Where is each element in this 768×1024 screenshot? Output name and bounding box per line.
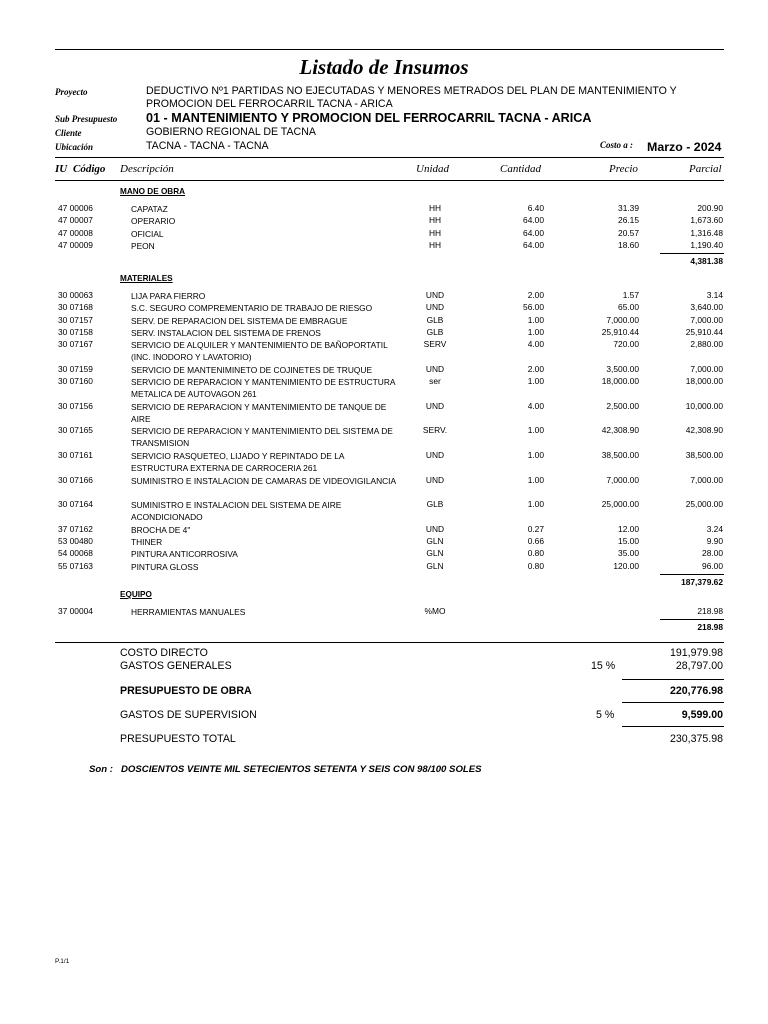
ubicacion-value: TACNA - TACNA - TACNA <box>146 140 269 152</box>
item-partial: 7,000.00 <box>690 363 723 374</box>
item-price: 2,500.00 <box>606 400 639 411</box>
table-row <box>0 548 768 560</box>
item-unit: UND <box>425 474 445 485</box>
item-description: SERVICIO RASQUETEO, LIJADO Y REPINTADO DE LA ESTRUCTURA EXTERNA DE CARROCERIA 261 <box>131 450 344 473</box>
item-description: SERVICIO DE REPARACION Y MANTENIMIENTO DEL SISTEMA DE TRANSMISION <box>131 426 393 449</box>
item-unit: HH <box>428 215 442 226</box>
item-quantity: 2.00 <box>527 290 544 300</box>
item-partial: 25,000.00 <box>685 499 723 510</box>
item-description: SERVICIO DE REPARACION Y MANTENIMIENTO DE ESTRUCTURA METALICA DE AUTOVAGON 261 <box>131 377 396 400</box>
item-price: 35.00 <box>618 548 639 559</box>
item-partial: 3.24 <box>706 523 723 534</box>
item-partial: 25,910.44 <box>685 326 723 337</box>
table-row <box>0 536 768 548</box>
item-description: PINTURA GLOSS <box>131 561 199 572</box>
table-row <box>0 339 768 363</box>
presupuesto-obra-label: PRESUPUESTO DE OBRA <box>120 685 252 697</box>
table-row <box>0 425 768 449</box>
section-heading: MANO DE OBRA <box>120 187 186 196</box>
item-description: SERVICIO DE MANTENIMINETO DE COJINETES DE TRUQUE <box>131 364 373 375</box>
item-partial: 2,880.00 <box>690 339 723 350</box>
item-quantity: 4.00 <box>527 400 544 411</box>
item-price: 20.57 <box>618 227 639 238</box>
item-quantity: 0.80 <box>527 548 544 559</box>
item-code: 53 00480 <box>58 536 93 546</box>
total-value: 230,375.98 <box>669 733 723 745</box>
item-partial: 1,190.40 <box>690 239 723 250</box>
item-partial: 28.00 <box>702 548 723 559</box>
item-price: 38,500.00 <box>601 449 639 460</box>
item-code: 47 00009 <box>58 239 93 250</box>
col-parcial: Parcial <box>689 163 722 175</box>
item-quantity: 4.00 <box>527 339 544 350</box>
item-description: OPERARIO <box>131 216 176 227</box>
item-code: 37 07162 <box>58 523 93 534</box>
table-row <box>0 302 768 314</box>
item-price: 7,000.00 <box>606 474 639 485</box>
item-quantity: 1.00 <box>527 474 544 485</box>
item-code: 30 07156 <box>58 400 93 411</box>
ubicacion-label: Ubicación <box>55 142 93 152</box>
page-number: P.1/1 <box>55 958 70 965</box>
costo-label: Costo a : <box>600 140 634 150</box>
subpresupuesto-label: Sub Presupuesto <box>55 114 118 124</box>
item-code: 30 07159 <box>58 363 93 374</box>
item-description: SUMINISTRO E INSTALACION DEL SISTEMA DE AIRE ACONDICIONADO <box>131 500 342 523</box>
item-description: HERRAMIENTAS MANUALES <box>131 607 246 617</box>
item-unit: UND <box>425 400 445 411</box>
item-partial: 18,000.00 <box>685 376 723 387</box>
item-description: THINER <box>131 537 163 547</box>
item-price: 25,000.00 <box>601 499 639 510</box>
item-code: 30 07164 <box>58 499 93 510</box>
summary-rule <box>55 642 724 643</box>
item-price: 18,000.00 <box>601 376 639 387</box>
item-quantity: 0.66 <box>527 536 544 546</box>
item-price: 12.00 <box>618 523 639 534</box>
subtotal-rule <box>660 253 724 254</box>
proyecto-line1: DEDUCTIVO Nº1 PARTIDAS NO EJECUTADAS Y MENORES METRADOS DEL PLAN DE MANTENIMIENTO Y <box>146 85 677 97</box>
costo-fecha: Marzo - 2024 <box>647 140 722 154</box>
item-code: 55 07163 <box>58 560 93 571</box>
obra-rule-bottom <box>622 702 724 703</box>
item-price: 42,308.90 <box>601 425 639 436</box>
item-partial: 218.98 <box>697 606 723 616</box>
proyecto-line2: PROMOCION DEL FERROCARRIL TACNA - ARICA <box>146 98 393 110</box>
table-row <box>0 376 768 400</box>
table-row <box>0 364 768 376</box>
costo-directo-label: COSTO DIRECTO <box>120 647 208 659</box>
item-unit: HH <box>428 203 442 213</box>
item-description: PINTURA ANTICORROSIVA <box>131 549 238 560</box>
item-unit: HH <box>428 227 442 238</box>
item-partial: 3.14 <box>706 290 723 300</box>
item-code: 30 07157 <box>58 314 93 325</box>
item-partial: 3,640.00 <box>690 302 723 313</box>
table-row <box>0 315 768 327</box>
son-label: Son : <box>89 764 113 775</box>
item-quantity: 0.80 <box>527 560 544 571</box>
header-rule-top <box>55 157 724 158</box>
item-quantity: 2.00 <box>527 363 544 374</box>
costo-directo-value: 191,979.98 <box>669 647 723 659</box>
subtotal-rule <box>660 619 724 620</box>
item-unit: UND <box>425 363 445 374</box>
item-price: 18.60 <box>618 239 639 250</box>
item-unit: GLB <box>426 314 444 325</box>
item-price: 7,000.00 <box>606 314 639 325</box>
item-price: 3,500.00 <box>606 363 639 374</box>
table-row <box>0 215 768 227</box>
table-row <box>0 327 768 339</box>
item-partial: 9.90 <box>706 536 723 546</box>
item-code: 30 07168 <box>58 302 93 313</box>
table-row <box>0 400 768 424</box>
gastos-generales-label: GASTOS GENERALES <box>120 660 232 672</box>
item-price: 25,910.44 <box>601 326 639 337</box>
item-description: SERV. INSTALACION DEL SISTEMA DE FRENOS <box>131 327 321 338</box>
item-partial: 7,000.00 <box>690 314 723 325</box>
table-row <box>0 561 768 573</box>
item-description: SUMINISTRO E INSTALACION DE CAMARAS DE VIDEOVIGILANCIA <box>131 475 397 486</box>
item-code: 30 07160 <box>58 376 93 387</box>
item-code: 30 07166 <box>58 474 93 485</box>
item-quantity: 64.00 <box>523 215 544 226</box>
item-partial: 10,000.00 <box>685 400 723 411</box>
item-unit: GLN <box>426 536 444 546</box>
item-code: 47 00008 <box>58 227 93 238</box>
item-description: SERVICIO DE ALQUILER Y MANTENIMIENTO DE BAÑOPORTATIL (INC. INODORO Y LAVATORIO) <box>131 340 388 363</box>
item-unit: SERV <box>423 339 447 350</box>
table-row <box>0 203 768 215</box>
supervision-rule <box>622 726 724 727</box>
item-code: 30 07165 <box>58 425 93 436</box>
item-price: 15.00 <box>618 536 639 546</box>
item-partial: 42,308.90 <box>685 425 723 436</box>
item-code: 54 00068 <box>58 548 93 559</box>
item-quantity: 1.00 <box>527 314 544 325</box>
item-unit: GLB <box>426 499 444 510</box>
item-quantity: 64.00 <box>523 227 544 238</box>
item-quantity: 1.00 <box>527 499 544 510</box>
header-rule-bottom <box>55 180 724 181</box>
item-unit: GLN <box>426 560 444 571</box>
item-partial: 96.00 <box>702 560 723 571</box>
item-description: LIJA PARA FIERRO <box>131 291 206 301</box>
supervision-value: 9,599.00 <box>681 709 723 721</box>
item-quantity: 56.00 <box>523 302 544 313</box>
item-unit: GLB <box>426 326 444 337</box>
item-description: PEON <box>131 240 155 251</box>
subpresupuesto-value: 01 - MANTENIMIENTO Y PROMOCION DEL FERROCARRIL TACNA - ARICA <box>146 111 592 125</box>
item-price: 720.00 <box>613 339 639 350</box>
item-partial: 1,673.60 <box>690 215 723 226</box>
item-unit: UND <box>425 449 445 460</box>
item-code: 37 00004 <box>58 606 93 616</box>
subtotal-rule <box>660 574 724 575</box>
item-price: 65.00 <box>618 302 639 313</box>
presupuesto-obra-value: 220,776.98 <box>669 685 723 697</box>
col-unidad: Unidad <box>416 163 449 175</box>
col-iu: IU <box>55 163 68 175</box>
item-unit: SERV. <box>422 425 448 436</box>
item-description: OFICIAL <box>131 228 164 239</box>
item-quantity: 6.40 <box>527 203 544 213</box>
gastos-generales-value: 28,797.00 <box>675 660 723 672</box>
item-code: 30 07161 <box>58 449 93 460</box>
item-unit: GLN <box>426 548 444 559</box>
item-code: 47 00007 <box>58 215 93 226</box>
item-code: 30 07167 <box>58 339 93 350</box>
son-text: DOSCIENTOS VEINTE MIL SETECIENTOS SETENTA Y SEIS CON 98/100 SOLES <box>121 764 482 775</box>
col-precio: Precio <box>609 163 638 175</box>
item-partial: 200.90 <box>697 203 723 213</box>
page-title: Listado de Insumos <box>299 55 469 79</box>
item-price: 120.00 <box>613 560 639 571</box>
item-quantity: 0.27 <box>527 523 544 534</box>
item-code: 30 07158 <box>58 326 93 337</box>
item-partial: 1,316.48 <box>690 227 723 238</box>
item-quantity: 1.00 <box>527 449 544 460</box>
item-unit: ser <box>429 376 441 387</box>
item-unit: UND <box>425 290 445 300</box>
table-row <box>0 524 768 536</box>
table-row <box>0 606 768 618</box>
item-description: BROCHA DE 4" <box>131 524 191 535</box>
item-unit: UND <box>425 302 445 313</box>
item-unit: HH <box>428 239 442 250</box>
item-quantity: 1.00 <box>527 425 544 436</box>
cliente-label: Cliente <box>55 128 82 138</box>
item-description: SERVICIO DE REPARACION Y MANTENIMIENTO DE TANQUE DE AIRE <box>131 401 387 424</box>
item-partial: 38,500.00 <box>685 449 723 460</box>
section-heading: EQUIPO <box>120 590 152 599</box>
table-row <box>0 240 768 252</box>
col-codigo: Código <box>73 163 106 175</box>
section-heading: MATERIALES <box>120 274 173 283</box>
table-row <box>0 228 768 240</box>
item-price: 31.39 <box>618 203 639 213</box>
gastos-generales-pct: 15 % <box>591 660 616 672</box>
item-price: 1.57 <box>622 290 639 300</box>
item-partial: 7,000.00 <box>690 474 723 485</box>
cliente-value: GOBIERNO REGIONAL DE TACNA <box>146 126 316 138</box>
obra-rule-top <box>622 679 724 680</box>
item-unit: UND <box>425 523 445 534</box>
table-row <box>0 499 768 523</box>
col-cantidad: Cantidad <box>500 163 541 175</box>
section-subtotal: 187,379.62 <box>681 576 723 587</box>
table-row <box>0 475 768 487</box>
item-code: 47 00006 <box>58 203 93 213</box>
item-quantity: 1.00 <box>527 376 544 387</box>
item-quantity: 64.00 <box>523 239 544 250</box>
supervision-label: GASTOS DE SUPERVISION <box>120 709 257 721</box>
supervision-pct: 5 % <box>596 709 615 721</box>
table-row <box>0 290 768 302</box>
total-label: PRESUPUESTO TOTAL <box>120 733 236 745</box>
top-rule <box>55 49 724 50</box>
table-row <box>0 449 768 473</box>
col-descripcion: Descripción <box>120 163 174 175</box>
item-description: CAPATAZ <box>131 204 168 214</box>
item-quantity: 1.00 <box>527 326 544 337</box>
item-description: SERV. DE REPARACION DEL SISTEMA DE EMBRAGUE <box>131 315 348 326</box>
item-price: 26.15 <box>618 215 639 226</box>
section-subtotal: 4,381.38 <box>690 256 723 267</box>
item-code: 30 00063 <box>58 290 93 300</box>
proyecto-label: Proyecto <box>55 87 88 97</box>
section-subtotal: 218.98 <box>697 622 723 633</box>
item-description: S.C. SEGURO COMPREMENTARIO DE TRABAJO DE RIESGO <box>131 303 373 314</box>
item-unit: %MO <box>424 606 446 616</box>
